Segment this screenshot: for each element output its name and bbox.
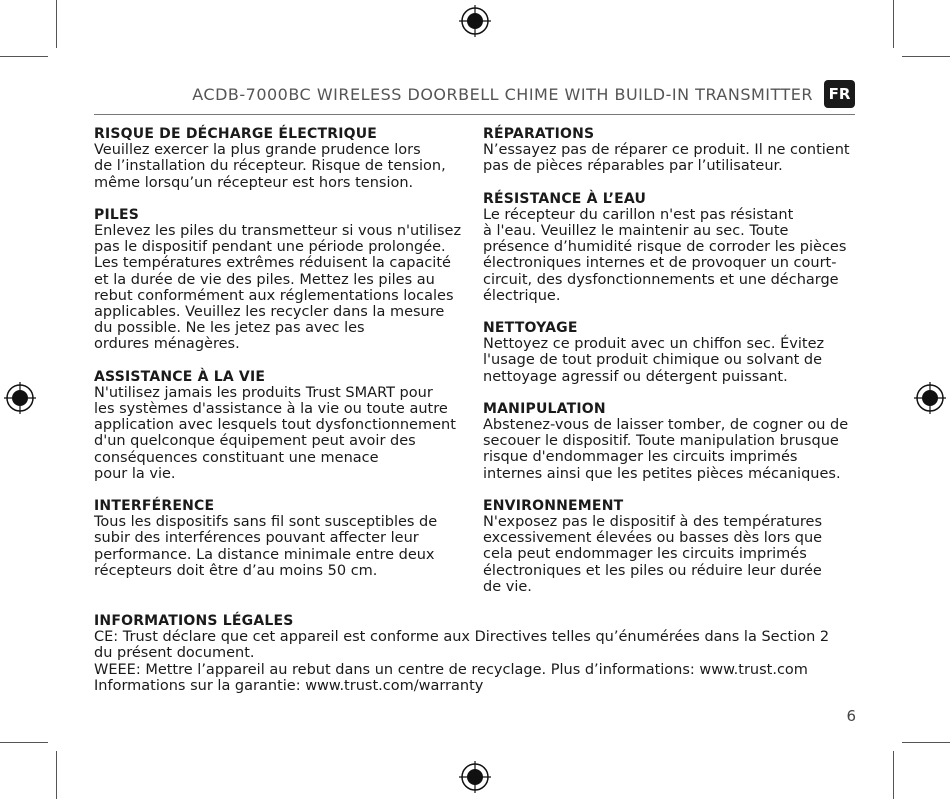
section-body: N'utilisez jamais les produits Trust SMART pour les systèmes d'assistance à la vie ou toute autre application avec lesquels tout dysfonctionnement d'un quelconque équipement peut avoir des conséquences constituant une menace pour la vie. (94, 384, 456, 482)
section-batteries (94, 207, 474, 353)
section-cleaning (483, 320, 868, 385)
section-title: INFORMATIONS LÉGALES (94, 613, 294, 629)
page-number: 6 (846, 707, 856, 725)
legal-line-weee: WEEE: Mettre l’appareil au rebut dans un centre de recyclage. Plus d’informations: www.trust.com (94, 661, 808, 678)
section-title: NETTOYAGE (483, 320, 578, 337)
section-title: MANIPULATION (483, 400, 606, 417)
legal-line-warranty: Informations sur la garantie: www.trust.com/warranty (94, 677, 484, 694)
header-title: ACDB-7000BC WIRELESS DOORBELL CHIME WITH BUILD-IN TRANSMITTER (192, 85, 813, 104)
section-body: Enlevez les piles du transmetteur si vous n'utilisez pas le dispositif pendant une période prolongée. Les températures extrêmes réduisent la capacité et la durée de vie des piles. Mettez les piles au rebut conformément aux réglementations locales applicables. Veuillez les recycler dans la mesure du possible. Ne les jetez pas avec les ordures ménagères. (94, 223, 462, 353)
section-title: RISQUE DE DÉCHARGE ÉLECTRIQUE (94, 126, 378, 142)
section-body: Abstenez-vous de laisser tomber, de cogner ou de secouer le dispositif. Toute manipulation brusque risque d'endommager les circuits imprimés internes ainsi que les petites pièces mécaniques. (483, 417, 849, 482)
crop-mark (56, 751, 57, 799)
left-column (94, 126, 474, 595)
crop-mark (902, 742, 950, 743)
page-header (94, 78, 855, 115)
section-title: RÉPARATIONS (483, 126, 595, 142)
section-title: INTERFÉRENCE (94, 498, 215, 515)
section-body: N’essayez pas de réparer ce produit. Il ne contient pas de pièces réparables par l’utilisateur. (483, 142, 850, 175)
section-body: N'exposez pas le dispositif à des températures excessivement élevées ou basses dès lors que cela peut endommager les circuits imprimés électroniques et les piles ou réduire leur durée de vie. (483, 514, 823, 595)
section-body: Tous les dispositifs sans fil sont susceptibles de subir des interférences pouvant affecter leur performance. La distance minimale entre deux récepteurs doit être d’au moins 50 cm. (94, 514, 438, 579)
section-handling (483, 401, 868, 482)
section-title: RÉSISTANCE À L’EAU (483, 190, 647, 207)
registration-mark-icon (459, 5, 491, 37)
crop-mark (893, 0, 894, 48)
section-body: Veuillez exercer la plus grande prudence lors de l’installation du récepteur. Risque de tension, même lorsqu’un récepteur est hors tension. (94, 142, 446, 191)
registration-mark-icon (914, 382, 946, 414)
legal-section (94, 613, 874, 694)
crop-mark (902, 56, 950, 57)
language-badge: FR (824, 80, 855, 108)
section-interference (94, 498, 474, 579)
section-repairs (483, 126, 868, 175)
crop-mark (0, 742, 48, 743)
crop-mark (56, 0, 57, 48)
registration-mark-icon (459, 761, 491, 793)
section-environment (483, 498, 868, 595)
legal-line-ce: CE: Trust déclare que cet appareil est conforme aux Directives telles qu’énumérées dans la Section 2 du présent document. (94, 629, 830, 662)
section-water-resistance (483, 191, 868, 304)
crop-mark (0, 56, 48, 57)
crop-mark (893, 751, 894, 799)
section-title: PILES (94, 206, 140, 223)
section-electric-shock (94, 126, 474, 191)
section-body: Le récepteur du carillon n'est pas résistant à l'eau. Veuillez le maintenir au sec. Toute présence d’humidité risque de corroder les pièces électroniques internes et de provoquer un court- circuit, des dysfonctionnements et une décharge électrique. (483, 206, 847, 304)
section-title: ASSISTANCE À LA VIE (94, 368, 266, 385)
registration-mark-icon (4, 382, 36, 414)
right-column (483, 126, 868, 611)
section-body: Nettoyez ce produit avec un chiffon sec. Évitez l'usage de tout produit chimique ou solvant de nettoyage agressif ou détergent puissant. (483, 336, 825, 385)
section-title: ENVIRONNEMENT (483, 497, 624, 514)
section-life-support (94, 369, 474, 482)
